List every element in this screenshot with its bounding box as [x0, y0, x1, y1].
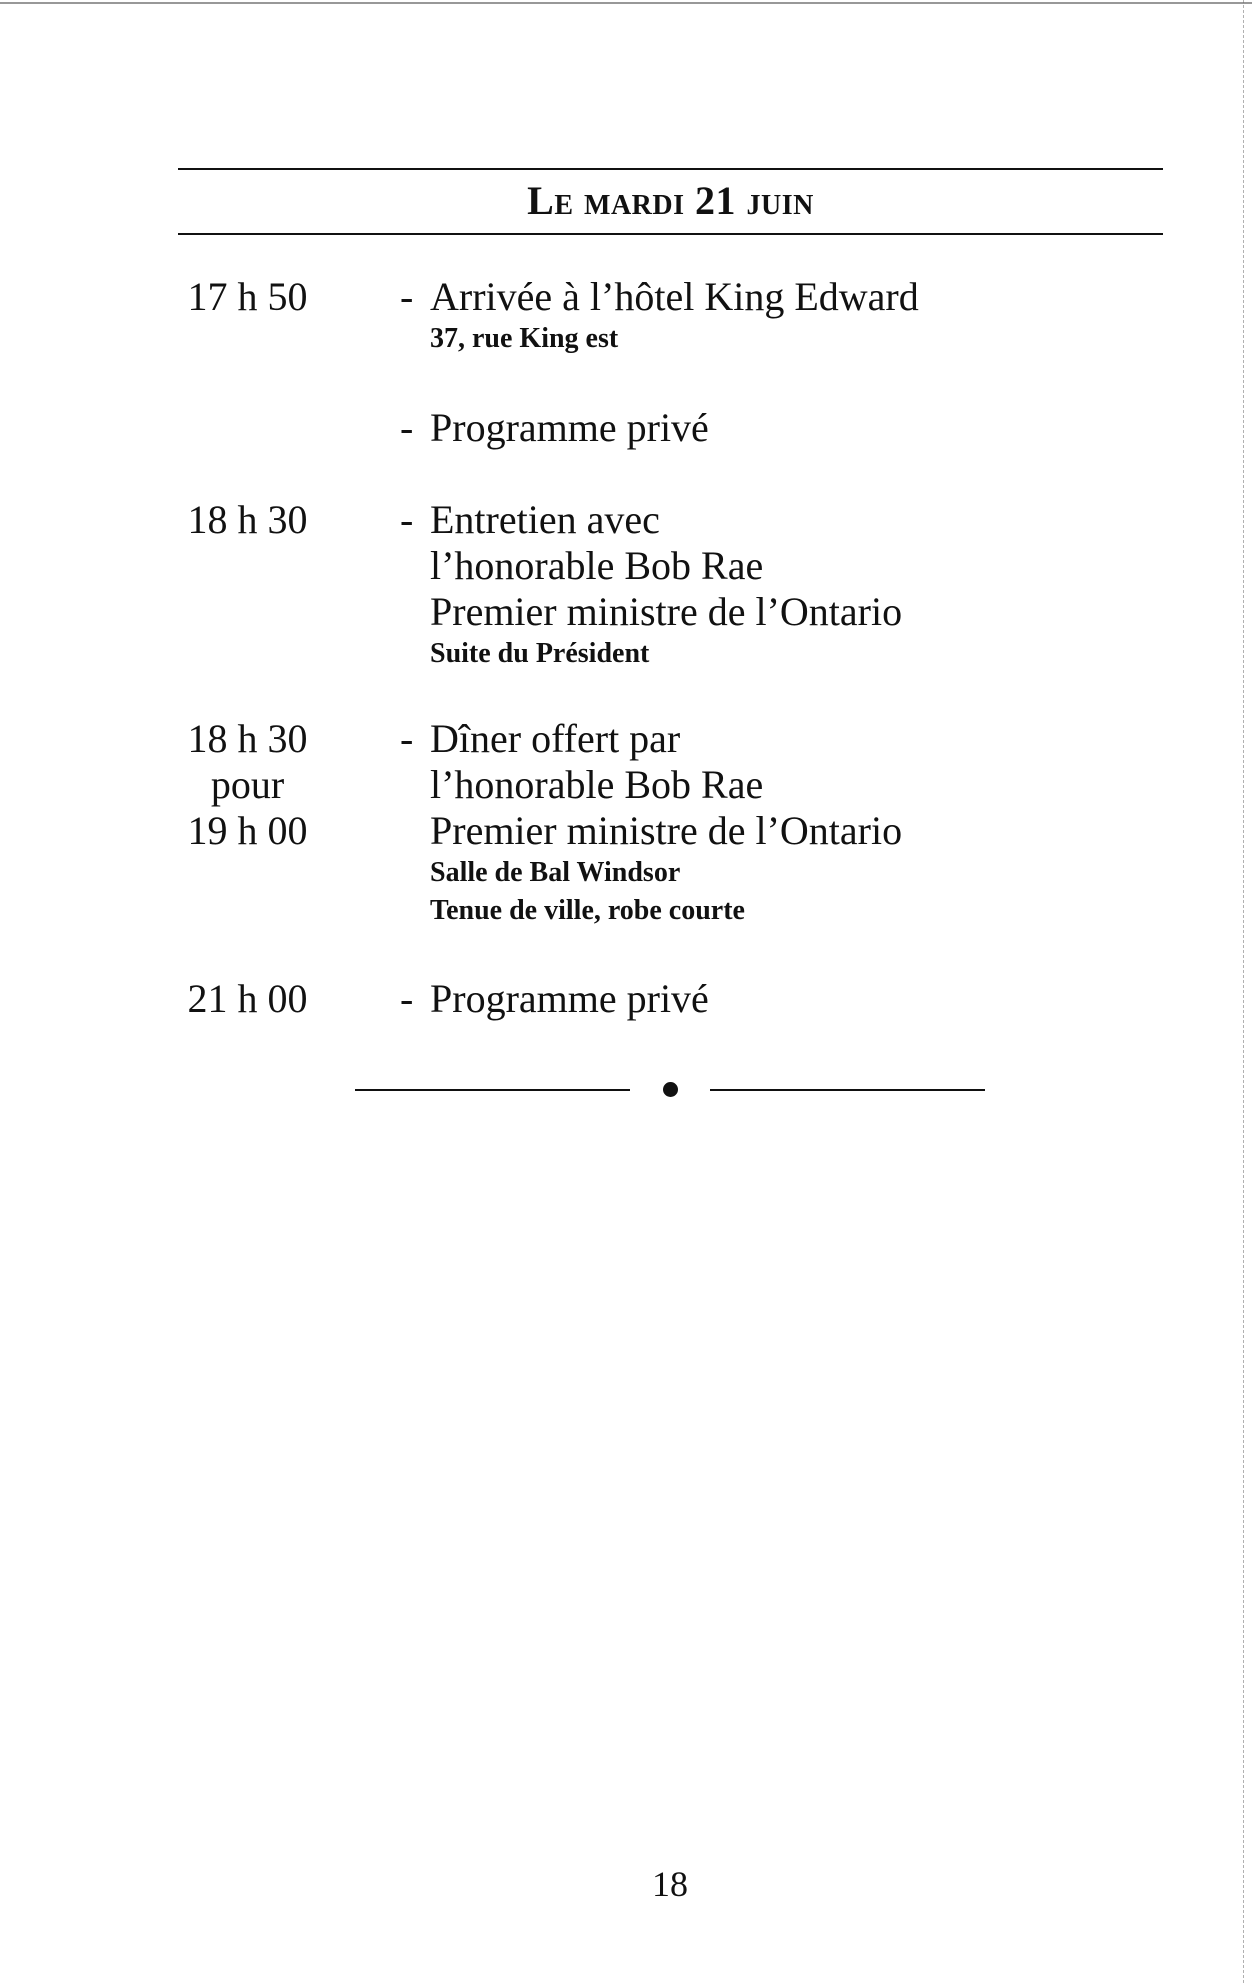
entry-location: 37, rue King est — [430, 323, 619, 354]
entry-line — [400, 716, 1180, 762]
dash-marker: - — [400, 274, 414, 319]
ornament-rule-left — [355, 1089, 630, 1091]
entry-text: Entretien avec — [430, 497, 660, 542]
end-ornament — [355, 1075, 985, 1105]
dash-marker: - — [400, 497, 414, 542]
entry-line: l’honorable Bob Rae — [430, 762, 764, 807]
time-label: 21 h 00 — [187, 976, 308, 1021]
entry-text: Programme privé — [430, 976, 709, 1021]
time-cell — [170, 716, 325, 854]
entry-text: Arrivée à l’hôtel King Edward — [430, 274, 919, 319]
dash-marker: - — [400, 716, 414, 761]
entry-line — [400, 976, 1180, 1022]
title-month: juin — [746, 178, 814, 223]
entry-cell — [400, 497, 1180, 673]
entry-cell — [400, 716, 1180, 930]
entry-location: Suite du Président — [430, 638, 650, 669]
header-rule-bottom — [178, 233, 1163, 235]
time-cell — [170, 497, 325, 543]
page-edge-top — [0, 2, 1252, 4]
entry-cell — [400, 274, 1180, 358]
time-label: 17 h 50 — [187, 274, 308, 319]
time-label: 18 h 30 — [187, 497, 308, 542]
page-title — [178, 176, 1163, 226]
header-rule-top — [178, 168, 1163, 170]
time-label: 19 h 00 — [187, 808, 308, 853]
time-label: pour — [210, 762, 285, 807]
ornament-dot — [663, 1082, 678, 1097]
page-edge-right — [1243, 0, 1244, 1983]
time-cell — [170, 976, 325, 1022]
entry-text: Dîner offert par — [430, 716, 681, 761]
entry-dress-code: Tenue de ville, robe courte — [430, 895, 745, 926]
entry-line — [400, 405, 1180, 451]
entry-line: l’honorable Bob Rae — [430, 543, 764, 588]
entry-cell — [400, 405, 1180, 451]
entry-line: Premier ministre de l’Ontario — [430, 808, 903, 853]
dash-marker: - — [400, 405, 414, 450]
entry-line: Premier ministre de l’Ontario — [430, 589, 903, 634]
time-label: 18 h 30 — [187, 716, 308, 761]
entry-cell — [400, 976, 1180, 1022]
entry-line — [400, 497, 1180, 543]
ornament-rule-right — [710, 1089, 985, 1091]
dash-marker: - — [400, 976, 414, 1021]
time-cell — [170, 274, 325, 320]
entry-line — [400, 274, 1180, 320]
title-prefix: Le mardi — [527, 178, 685, 223]
title-day: 21 — [695, 178, 736, 223]
page-number: 18 — [652, 1864, 688, 1904]
entry-text: Programme privé — [430, 405, 709, 450]
entry-location: Salle de Bal Windsor — [430, 857, 681, 888]
